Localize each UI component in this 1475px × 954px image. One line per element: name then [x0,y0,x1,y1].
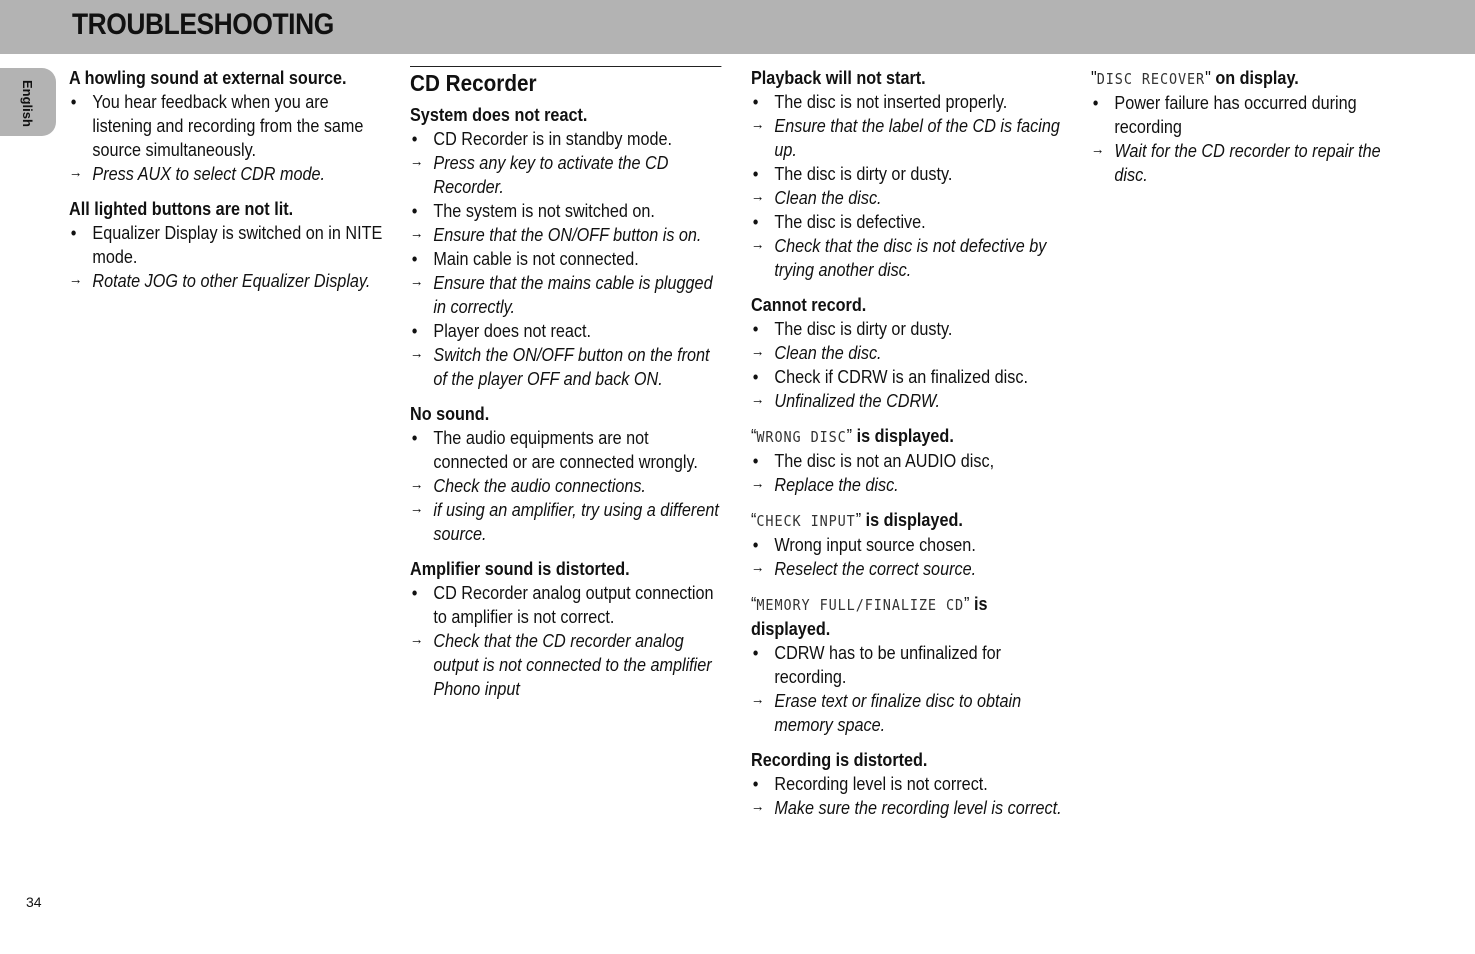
bullet-icon: • [1092,93,1099,113]
cause-item [69,90,386,162]
arrow-icon: → [410,476,424,493]
column-1 [69,66,421,304]
heading-rest: is displayed. [751,594,988,639]
trouble-section [1091,66,1402,187]
arrow-icon: → [751,691,765,708]
bullet-icon: • [752,92,759,112]
language-label: English [20,80,35,127]
cause-item [69,221,386,269]
column-1-content [69,66,386,293]
bullet-icon: • [752,535,759,555]
cause-item [751,772,1068,796]
arrow-icon: → [410,631,424,648]
cause-item [751,365,1068,389]
cause-item [1091,91,1402,139]
problem-heading: Recording is distorted. [751,750,928,770]
solution-text: Wait for the CD recorder to repair the disc. [1114,141,1381,185]
cause-text: Equalizer Display is switched on in NITE mode. [92,223,383,267]
bullet-icon: • [411,249,418,269]
cause-text: Wrong input source chosen. [774,535,976,555]
solution-item [751,389,1068,413]
trouble-section [751,424,1068,497]
cause-item [410,581,721,629]
solution-text: Unfinalized the CDRW. [774,391,941,411]
arrow-icon: → [751,116,765,133]
page-number: 34 [26,894,42,910]
lcd-display-text: WRONG DISC [756,428,847,446]
cause-item [751,90,1068,114]
heading-open-quote: " [1091,68,1097,88]
solution-text: Erase text or finalize disc to obtain memory space. [774,691,1022,735]
heading-open-quote: “ [751,594,757,614]
problem-heading: Playback will not start. [751,68,926,88]
solution-text: Ensure that the mains cable is plugged in correctly. [433,273,713,317]
column-2-content [410,66,721,701]
arrow-icon: → [751,343,765,360]
solution-text: Press AUX to select CDR mode. [92,164,325,184]
column-3-content [751,66,1068,820]
solution-text: if using an amplifier, try using a different source. [433,500,719,544]
problem-heading: Amplifier sound is distorted. [410,559,630,579]
trouble-section [751,508,1068,581]
cause-item [751,533,1068,557]
lcd-display-text: MEMORY FULL/FINALIZE CD [756,596,965,614]
cause-text: Main cable is not connected. [433,249,639,269]
problem-heading: Cannot record. [751,295,867,315]
heading-rest: on display. [1210,68,1299,88]
problem-heading [1091,66,1402,91]
heading-close-quote: ” [846,426,853,446]
cause-text: Check if CDRW is an finalized disc. [774,367,1028,387]
column-4-content [1091,66,1402,187]
trouble-section [69,197,386,293]
lcd-display-text: DISC RECOVER [1096,70,1206,88]
solution-text: Press any key to activate the CD Recorder. [433,153,669,197]
arrow-icon: → [410,153,424,170]
trouble-section [751,592,1068,737]
cause-text: Player does not react. [433,321,591,341]
bullet-icon: • [752,319,759,339]
cause-text: The disc is not an AUDIO disc, [774,451,995,471]
bullet-icon: • [752,643,759,663]
problem-heading: All lighted buttons are not lit. [69,199,294,219]
arrow-icon: → [410,225,424,242]
cause-text: The disc is not inserted properly. [774,92,1008,112]
problem-heading [751,424,1068,449]
solution-text: Make sure the recording level is correct. [774,798,1062,818]
trouble-section [410,103,721,391]
arrow-icon: → [410,273,424,290]
solution-item [751,341,1068,365]
solution-text: Check the audio connections. [433,476,646,496]
arrow-icon: → [410,345,424,362]
cause-item [751,210,1068,234]
arrow-icon: → [751,391,765,408]
cause-item [410,199,721,223]
bullet-icon: • [411,583,418,603]
header-bar [0,0,1475,54]
cause-item [751,317,1068,341]
heading-open-quote: “ [751,426,757,446]
column-2 [410,66,756,712]
solution-item [410,629,721,701]
bullet-icon: • [752,212,759,232]
cause-text: The disc is dirty or dusty. [774,164,953,184]
solution-text: Reselect the correct source. [774,559,977,579]
heading-close-quote: ” [855,510,862,530]
bullet-icon: • [752,774,759,794]
arrow-icon: → [751,798,765,815]
cause-text: You hear feedback when you are listening and recording from the same source simultaneously. [92,92,364,160]
solution-item [410,343,721,391]
cause-text: CD Recorder is in standby mode. [433,129,673,149]
heading-close-quote: " [1205,68,1211,88]
section-title: CD Recorder [410,66,721,97]
cause-text: The audio equipments are not connected or are connected wrongly. [433,428,698,472]
arrow-icon: → [751,188,765,205]
solution-text: Clean the disc. [774,343,882,363]
trouble-section [410,557,721,701]
cause-text: Recording level is not correct. [774,774,988,794]
solution-item [751,689,1068,737]
trouble-section [410,402,721,546]
solution-text: Replace the disc. [774,475,899,495]
arrow-icon: → [69,164,83,181]
bullet-icon: • [411,201,418,221]
heading-close-quote: ” [964,594,970,614]
heading-rest: is displayed. [852,426,954,446]
bullet-icon: • [411,321,418,341]
solution-item [410,223,721,247]
solution-item [751,114,1068,162]
bullet-icon: • [752,451,759,471]
solution-text: Rotate JOG to other Equalizer Display. [92,271,371,291]
problem-heading: No sound. [410,404,490,424]
trouble-section [69,66,386,186]
problem-heading [751,508,1068,533]
language-tab [0,68,56,136]
solution-text: Switch the ON/OFF button on the front of the player OFF and back ON. [433,345,710,389]
column-4 [1091,66,1436,198]
cause-text: The system is not switched on. [433,201,655,221]
cause-item [751,162,1068,186]
problem-heading: System does not react. [410,105,588,125]
solution-text: Ensure that the ON/OFF button is on. [433,225,702,245]
cause-item [751,449,1068,473]
heading-open-quote: “ [751,510,757,530]
bullet-icon: • [752,164,759,184]
problem-heading: A howling sound at external source. [69,68,347,88]
solution-item [1091,139,1402,187]
solution-item [751,186,1068,210]
cause-item [751,641,1068,689]
cause-item [410,127,721,151]
solution-item [751,557,1068,581]
page-title: TROUBLESHOOTING [72,8,334,41]
heading-rest: is displayed. [861,510,963,530]
bullet-icon: • [411,428,418,448]
bullet-icon: • [411,129,418,149]
cause-item [410,319,721,343]
lcd-display-text: CHECK INPUT [756,512,856,530]
cause-item [410,247,721,271]
solution-item [410,498,721,546]
solution-item [410,271,721,319]
solution-item [751,796,1068,820]
solution-item [410,474,721,498]
trouble-section [751,66,1068,282]
cause-text: CD Recorder analog output connection to amplifier is not correct. [433,583,714,627]
arrow-icon: → [751,236,765,253]
solution-item [410,151,721,199]
bullet-icon: • [70,223,77,243]
bullet-icon: • [70,92,77,112]
column-3 [751,66,1103,831]
solution-text: Check that the CD recorder analog output is not connected to the amplifier Phono input [433,631,712,699]
arrow-icon: → [410,500,424,517]
solution-item [69,162,386,186]
arrow-icon: → [69,271,83,288]
solution-item [751,234,1068,282]
arrow-icon: → [1091,141,1105,158]
cause-text: The disc is dirty or dusty. [774,319,953,339]
solution-text: Clean the disc. [774,188,882,208]
solution-text: Ensure that the label of the CD is facing up. [774,116,1060,160]
cause-text: Power failure has occurred during recording [1114,93,1357,137]
cause-text: The disc is defective. [774,212,926,232]
trouble-section [751,293,1068,413]
solution-item [69,269,386,293]
solution-item [751,473,1068,497]
problem-heading [751,592,1068,641]
cause-text: CDRW has to be unfinalized for recording. [774,643,1002,687]
arrow-icon: → [751,559,765,576]
solution-text: Check that the disc is not defective by trying another disc. [774,236,1047,280]
trouble-section [751,748,1068,820]
arrow-icon: → [751,475,765,492]
cause-item [410,426,721,474]
bullet-icon: • [752,367,759,387]
